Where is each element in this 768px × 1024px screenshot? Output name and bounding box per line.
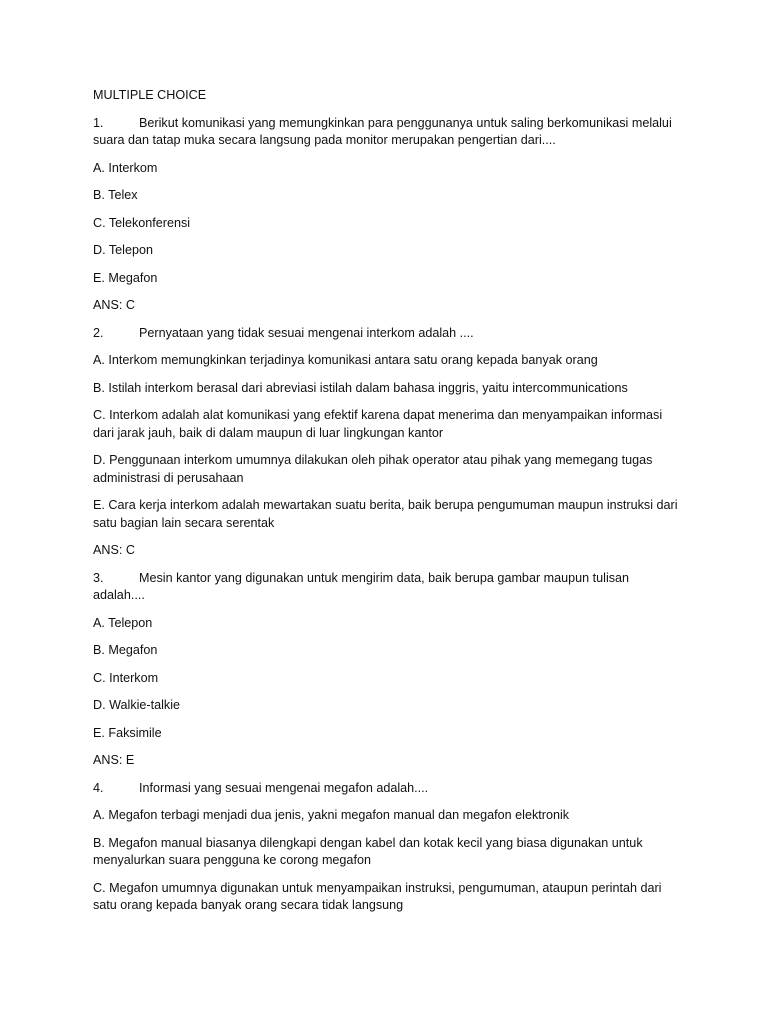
question-number: 2.	[93, 325, 104, 340]
answer-key: ANS: C	[93, 543, 135, 557]
option-c: C. Interkom adalah alat komunikasi yang efektif karena dapat menerima dan menyampaikan informasi dari jarak jauh, baik di dalam maupun di luar lingkungan kantor	[93, 408, 663, 440]
question-number: 3.	[93, 570, 104, 585]
option-a: A. Megafon terbagi menjadi dua jenis, yakni megafon manual dan megafon elektronik	[93, 808, 570, 822]
question-body: Pernyataan yang tidak sesuai mengenai interkom adalah ....	[139, 325, 474, 340]
question-4	[93, 780, 683, 915]
document-content	[93, 87, 683, 925]
question-body: Informasi yang sesuai mengenai megafon adalah....	[139, 780, 429, 795]
question-3	[93, 570, 683, 770]
question-text	[93, 780, 683, 798]
question-body: Berikut komunikasi yang memungkinkan para penggunanya untuk saling berkomunikasi melalui suara dan tatap muka secara langsung pada monitor merupakan pengertian dari....	[93, 115, 672, 147]
option-b: B. Megafon manual biasanya dilengkapi dengan kabel dan kotak kecil yang biasa digunakan untuk menyalurkan suara pengguna ke corong megafon	[93, 835, 643, 867]
option-c: C. Telekonferensi	[93, 215, 191, 230]
option-c: C. Megafon umumnya digunakan untuk menyampaikan instruksi, pengumuman, ataupun perintah dari satu orang kepada banyak orang secara tidak langsung	[93, 880, 662, 912]
answer-key: ANS: E	[93, 753, 135, 767]
option-b: B. Telex	[93, 188, 138, 202]
option-d: D. Walkie-talkie	[93, 698, 181, 712]
question-text	[93, 325, 683, 343]
option-c: C. Interkom	[93, 670, 159, 685]
option-a: A. Interkom	[93, 160, 158, 175]
question-text	[93, 570, 683, 605]
option-a: A. Interkom memungkinkan terjadinya komunikasi antara satu orang kepada banyak orang	[93, 353, 598, 367]
question-number: 4.	[93, 780, 104, 795]
option-b: B. Megafon	[93, 643, 158, 657]
section-heading: MULTIPLE CHOICE	[93, 88, 207, 102]
question-body: Mesin kantor yang digunakan untuk mengirim data, baik berupa gambar maupun tulisan adalah....	[93, 570, 630, 602]
option-e: E. Faksimile	[93, 725, 162, 740]
question-text	[93, 115, 683, 150]
option-e: E. Cara kerja interkom adalah mewartakan suatu berita, baik berupa pengumuman maupun instruksi dari satu bagian lain secara serentak	[93, 498, 678, 530]
option-d: D. Telepon	[93, 243, 153, 257]
question-number: 1.	[93, 115, 104, 130]
option-a: A. Telepon	[93, 615, 153, 630]
option-b: B. Istilah interkom berasal dari abreviasi istilah dalam bahasa inggris, yaitu intercommunications	[93, 380, 628, 395]
option-e: E. Megafon	[93, 270, 158, 285]
question-1	[93, 115, 683, 315]
question-2	[93, 325, 683, 560]
answer-key: ANS: C	[93, 298, 135, 312]
option-d: D. Penggunaan interkom umumnya dilakukan oleh pihak operator atau pihak yang memegang tugas administrasi di perusahaan	[93, 453, 653, 485]
